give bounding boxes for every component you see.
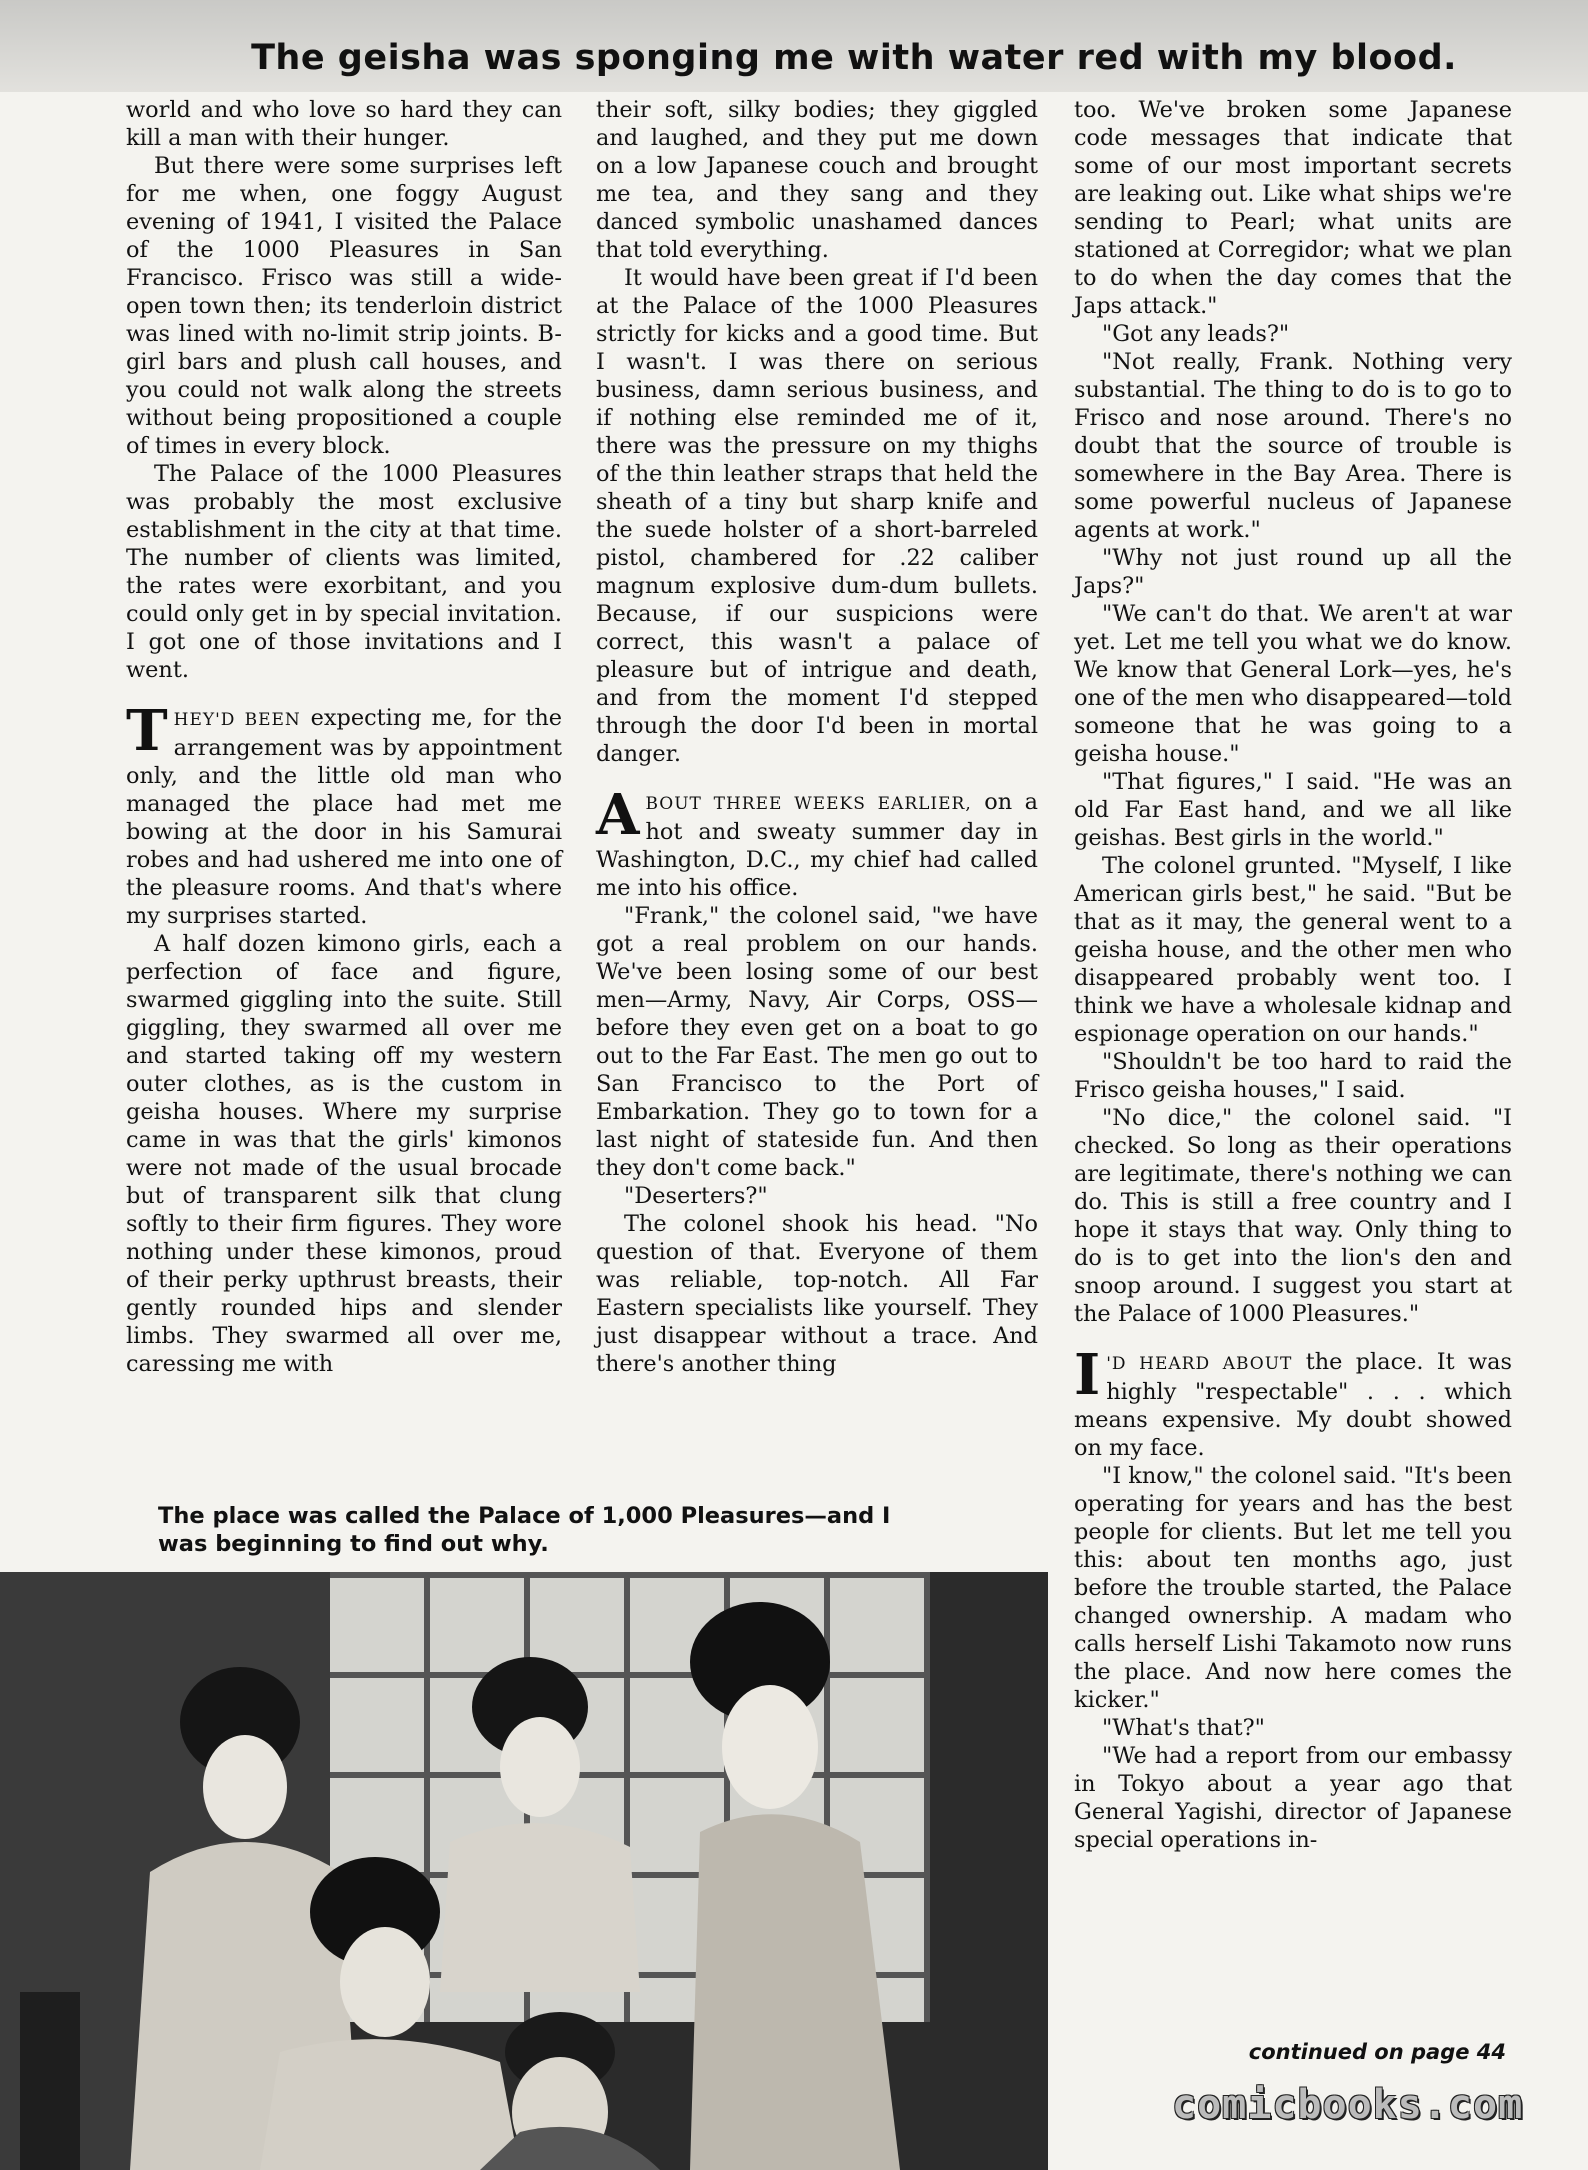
- illustration-figures: [0, 1572, 1048, 2170]
- section-opening-paragraph: [1074, 1342, 1512, 1462]
- continued-note: continued on page 44: [1248, 2040, 1506, 2064]
- drop-cap: I: [1074, 1342, 1101, 1408]
- paragraph: "Not really, Frank. Nothing very substantial. The thing to do is to go to Frisco and nose around. There's no doubt that the source of trouble is somewhere in the Bay Area. There is some powerful nucleus of Japanese agents at work.": [1074, 349, 1512, 543]
- caption-line: The place was called the Palace of 1,000 Pleasures—and I: [158, 1503, 891, 1529]
- caption-line: was beginning to find out why.: [158, 1531, 549, 1557]
- watermark-logo: comicbooks.com: [1172, 2082, 1524, 2128]
- paragraph: too. We've broken some Japanese code messages that indicate that some of our most important secrets are leaking out. Like what ships we're sending to Pearl; what units are stationed at Corregidor; what we plan to do when the day comes that the Japs attack.": [1074, 97, 1512, 319]
- small-caps-lead: BOUT THREE WEEKS EARLIER,: [645, 794, 972, 814]
- paragraph: "What's that?": [1102, 1715, 1265, 1741]
- paragraph: "Why not just round up all the Japs?": [1074, 545, 1512, 599]
- paragraph-text: on a hot and sweaty summer day in Washington, D.C., my chief had called me into his office.: [596, 789, 1038, 901]
- paragraph: A half dozen kimono girls, each a perfection of face and figure, swarmed giggling into the suite. Still giggling, they swarmed all over me and started taking off my western outer clothes, as is the custom in geisha houses. Where my surprise came in was that the girls' kimonos were not made of the usual brocade but of transparent silk that clung softly to their firm figures. They wore nothing under these kimonos, proud of their perky upthrust breasts, their gently rounded hips and slender limbs. They swarmed all over me, caressing me with: [126, 931, 562, 1377]
- paragraph-text: the place. It was highly "respectable" . . . which means expensive. My doubt showed on my face.: [1074, 1349, 1512, 1461]
- paragraph: "We can't do that. We aren't at war yet. Let me tell you what we do know. We know that General Lork—yes, he's one of the men who disappeared—told someone that he was going to a geisha house.": [1074, 601, 1512, 767]
- paragraph: But there were some surprises left for me when, one foggy August evening of 1941, I visited the Palace of the 1000 Pleasures in San Francisco. Frisco was still a wide-open town then; its tenderloin district was lined with no-limit strip joints. B-girl bars and plush call houses, and you could not walk along the streets without being propositioned a couple of times in every block.: [126, 153, 562, 459]
- section-opening-paragraph: [596, 782, 1038, 902]
- small-caps-lead: 'D HEARD ABOUT: [1106, 1354, 1293, 1374]
- paragraph: "Shouldn't be too hard to raid the Frisco geisha houses," I said.: [1074, 1049, 1512, 1103]
- text-column-2: [596, 96, 1038, 1378]
- section-opening-paragraph: [126, 698, 562, 930]
- paragraph: "I know," the colonel said. "It's been operating for years and has the best people for clients. But let me tell you this: about ten months ago, just before the trouble started, the Palace changed ownership. A madam who calls herself Lishi Takamoto now runs the place. And now here comes the kicker.": [1074, 1463, 1512, 1713]
- paragraph: "Frank," the colonel said, "we have got a real problem on our hands. We've been losing some of our best men—Army, Navy, Air Corps, OSS—before they even get on a boat to go out to the Far East. The men go out to San Francisco to the Port of Embarkation. They go to town for a last night of stateside fun. And then they don't come back.": [596, 903, 1038, 1181]
- paragraph: their soft, silky bodies; they giggled and laughed, and they put me down on a low Japanese couch and brought me tea, and they sang and they danced symbolic unashamed dances that told everything.: [596, 97, 1038, 263]
- paragraph: The colonel shook his head. "No question of that. Everyone of them was reliable, top-notch. All Far Eastern specialists like yourself. They just disappear without a trace. And there's another thing: [596, 1211, 1038, 1377]
- drop-cap: T: [126, 698, 168, 764]
- text-column-1: [126, 96, 562, 1378]
- text-column-3: [1074, 96, 1512, 1854]
- illustration-caption: [158, 1502, 998, 1558]
- paragraph: It would have been great if I'd been at the Palace of the 1000 Pleasures strictly for kicks and a good time. But I wasn't. I was there on serious business, damn serious business, and if nothing else reminded me of it, there was the pressure on my thighs of the thin leather straps that held the sheath of a tiny but sharp knife and the suede holster of a short-barreled pistol, chambered for .22 caliber magnum explosive dum-dum bullets. Because, if our suspicions were correct, this wasn't a palace of pleasure but of intrigue and death, and from the moment I'd stepped through the door I'd been in mortal danger.: [596, 265, 1038, 767]
- paragraph: "That figures," I said. "He was an old Far East hand, and we all like geishas. Best girls in the world.": [1074, 769, 1512, 851]
- small-caps-lead: HEY'D BEEN: [173, 710, 301, 730]
- paragraph: "Got any leads?": [1102, 321, 1290, 347]
- drop-cap: A: [596, 782, 640, 848]
- paragraph: "We had a report from our embassy in Tokyo about a year ago that General Yagishi, director of Japanese special operations in-: [1074, 1743, 1512, 1853]
- paragraph: "No dice," the colonel said. "I checked. So long as their operations are legitimate, there's nothing we can do. This is still a free country and I hope it stays that way. Only thing to do is to get into the lion's den and snoop around. I suggest you start at the Palace of 1000 Pleasures.": [1074, 1105, 1512, 1327]
- paragraph: world and who love so hard they can kill a man with their hunger.: [126, 97, 562, 151]
- paragraph-text: expecting me, for the arrangement was by appointment only, and the little old man who managed the place had met me bowing at the door in his Samurai robes and had ushered me into one of the pleasure rooms. And that's where my surprises started.: [126, 705, 562, 929]
- page-headline: The geisha was sponging me with water red with my blood.: [251, 38, 1457, 78]
- paragraph: The colonel grunted. "Myself, I like American girls best," he said. "But be that as it may, the general went to a geisha house, and the other men who disappeared probably went too. I think we have a wholesale kidnap and espionage operation on our hands.": [1074, 853, 1512, 1047]
- illustration: [0, 1572, 1048, 2170]
- paragraph: "Deserters?": [624, 1183, 768, 1209]
- paragraph: The Palace of the 1000 Pleasures was probably the most exclusive establishment in the city at that time. The number of clients was limited, the rates were exorbitant, and you could only get in by special invitation. I got one of those invitations and I went.: [126, 461, 562, 683]
